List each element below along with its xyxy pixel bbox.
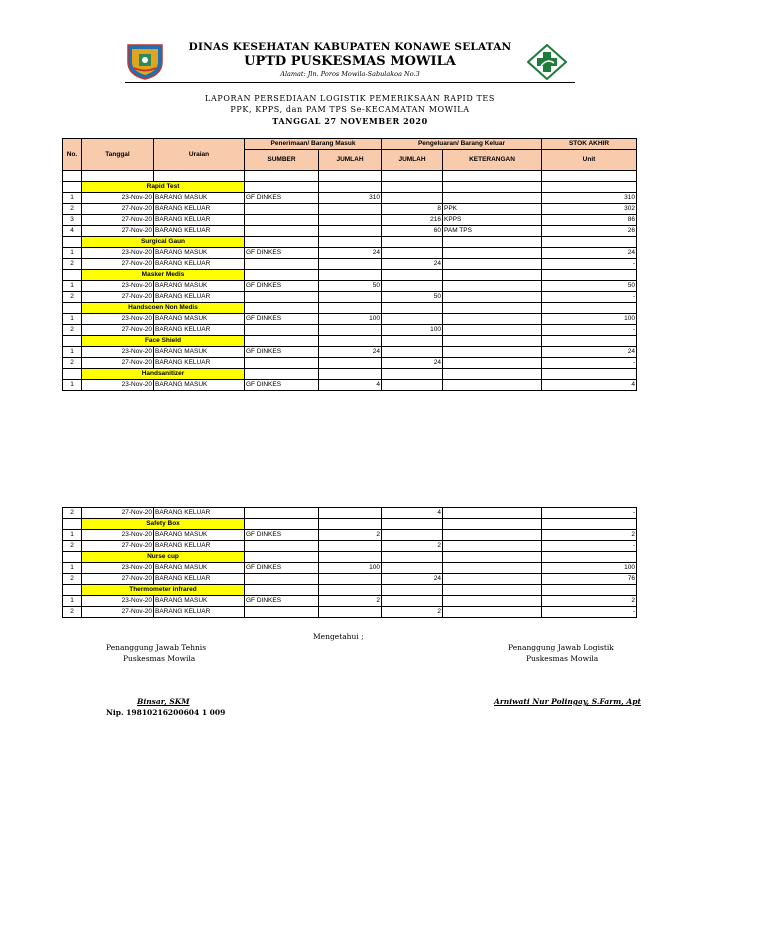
section-row: Safety Box	[63, 519, 637, 530]
row-qty-in	[319, 292, 382, 303]
row-note	[443, 292, 542, 303]
row-no: 1	[63, 530, 82, 541]
row-description: BARANG MASUK	[154, 193, 245, 204]
agency-name: DINAS KESEHATAN KABUPATEN KONAWE SELATAN	[188, 41, 512, 53]
row-qty-out: 24	[382, 358, 443, 369]
row-description: BARANG MASUK	[154, 347, 245, 358]
row-source	[245, 607, 319, 618]
row-qty-in	[319, 508, 382, 519]
table-row	[63, 380, 637, 391]
row-note: PAM TPS	[443, 226, 542, 237]
row-stock: -	[542, 292, 637, 303]
left-signer-name: Binsar, SKM	[137, 697, 190, 706]
row-no: 1	[63, 347, 82, 358]
col-header-no: No.	[63, 139, 82, 171]
section-row: Handscoen Non Medis	[63, 303, 637, 314]
row-description: BARANG MASUK	[154, 248, 245, 259]
table-row	[63, 193, 637, 204]
col-header-tanggal: Tanggal	[82, 139, 154, 171]
row-description: BARANG MASUK	[154, 281, 245, 292]
row-description: BARANG KELUAR	[154, 215, 245, 226]
table-row	[63, 541, 637, 552]
row-qty-out	[382, 380, 443, 391]
left-signer-org: Puskesmas Mowila	[123, 654, 196, 663]
row-stock: 24	[542, 347, 637, 358]
row-qty-in	[319, 541, 382, 552]
row-source: GF DINKES	[245, 281, 319, 292]
row-date: 23-Nov-20	[82, 193, 154, 204]
row-note	[443, 281, 542, 292]
row-stock: 100	[542, 563, 637, 574]
report-title-line1: LAPORAN PERSEDIAAN LOGISTIK PEMERIKSAAN RAPID TES	[205, 94, 495, 103]
row-note	[443, 563, 542, 574]
row-date: 27-Nov-20	[82, 607, 154, 618]
row-source: GF DINKES	[245, 193, 319, 204]
row-description: BARANG KELUAR	[154, 259, 245, 270]
right-signer-name: Arniwati Nur Polingay, S.Farm, Apt	[494, 697, 641, 706]
table-row	[63, 259, 637, 270]
row-source	[245, 508, 319, 519]
table-row	[63, 508, 637, 519]
row-note	[443, 574, 542, 585]
row-description: BARANG MASUK	[154, 314, 245, 325]
table-row	[63, 248, 637, 259]
row-source: GF DINKES	[245, 596, 319, 607]
row-source	[245, 292, 319, 303]
row-no: 2	[63, 325, 82, 336]
row-qty-out	[382, 193, 443, 204]
row-source: GF DINKES	[245, 380, 319, 391]
row-description: BARANG KELUAR	[154, 204, 245, 215]
row-no: 2	[63, 574, 82, 585]
row-date: 27-Nov-20	[82, 574, 154, 585]
row-qty-in: 100	[319, 563, 382, 574]
row-stock: 50	[542, 281, 637, 292]
row-qty-out: 216	[382, 215, 443, 226]
row-qty-in	[319, 215, 382, 226]
inventory-table-continued	[62, 507, 637, 618]
row-source: GF DINKES	[245, 347, 319, 358]
row-date: 27-Nov-20	[82, 325, 154, 336]
table-row	[63, 215, 637, 226]
row-stock: 310	[542, 193, 637, 204]
row-stock: 24	[542, 248, 637, 259]
row-note	[443, 325, 542, 336]
col-header-sumber: SUMBER	[245, 150, 319, 171]
address: Alamat: Jln. Poros Mowila-Sabulakoa No.3	[280, 70, 420, 78]
row-source	[245, 574, 319, 585]
row-source: GF DINKES	[245, 248, 319, 259]
row-no: 1	[63, 248, 82, 259]
row-no: 2	[63, 541, 82, 552]
col-header-pengeluaran: Pengeluaran/ Barang Keluar	[382, 139, 542, 150]
section-row: Thermometer infrared	[63, 585, 637, 596]
row-source: GF DINKES	[245, 314, 319, 325]
row-stock: -	[542, 508, 637, 519]
section-row: Rapid Test	[63, 182, 637, 193]
row-no: 4	[63, 226, 82, 237]
row-note	[443, 358, 542, 369]
row-qty-out: 50	[382, 292, 443, 303]
row-note	[443, 259, 542, 270]
row-stock: -	[542, 259, 637, 270]
row-stock: -	[542, 358, 637, 369]
row-qty-out: 60	[382, 226, 443, 237]
row-note	[443, 347, 542, 358]
row-qty-out: 8	[382, 204, 443, 215]
row-note: PPK	[443, 204, 542, 215]
regency-emblem-icon	[124, 42, 166, 80]
row-qty-in: 2	[319, 530, 382, 541]
row-stock: 86	[542, 215, 637, 226]
section-row: Nurse cup	[63, 552, 637, 563]
row-description: BARANG MASUK	[154, 380, 245, 391]
row-qty-out: 24	[382, 259, 443, 270]
row-description: BARANG KELUAR	[154, 607, 245, 618]
row-qty-in	[319, 574, 382, 585]
row-qty-in	[319, 325, 382, 336]
row-note	[443, 248, 542, 259]
row-description: BARANG KELUAR	[154, 541, 245, 552]
table-row	[63, 596, 637, 607]
table-row	[63, 607, 637, 618]
row-qty-out: 2	[382, 541, 443, 552]
row-no: 1	[63, 596, 82, 607]
col-header-jumlah-out: JUMLAH	[382, 150, 443, 171]
row-source	[245, 204, 319, 215]
row-date: 23-Nov-20	[82, 248, 154, 259]
right-signer-org: Puskesmas Mowila	[526, 654, 599, 663]
row-no: 2	[63, 358, 82, 369]
left-signer-nip: Nip. 19810216200604 1 009	[106, 708, 226, 717]
row-source	[245, 358, 319, 369]
col-header-jumlah-in: JUMLAH	[319, 150, 382, 171]
col-header-penerimaan: Penerimaan/ Barang Masuk	[245, 139, 382, 150]
header-divider	[125, 82, 575, 83]
row-description: BARANG KELUAR	[154, 226, 245, 237]
row-stock: 100	[542, 314, 637, 325]
row-date: 23-Nov-20	[82, 530, 154, 541]
row-note	[443, 314, 542, 325]
table-row	[63, 292, 637, 303]
row-stock: 2	[542, 596, 637, 607]
row-date: 27-Nov-20	[82, 226, 154, 237]
row-qty-out	[382, 563, 443, 574]
row-note	[443, 530, 542, 541]
left-signer-role: Penanggung Jawab Tehnis	[106, 643, 207, 652]
row-qty-in: 4	[319, 380, 382, 391]
row-qty-out	[382, 248, 443, 259]
row-note	[443, 508, 542, 519]
row-description: BARANG MASUK	[154, 596, 245, 607]
row-qty-in: 50	[319, 281, 382, 292]
row-qty-in	[319, 226, 382, 237]
row-stock: -	[542, 607, 637, 618]
row-qty-in	[319, 607, 382, 618]
row-date: 23-Nov-20	[82, 596, 154, 607]
section-row: Handsanitizer	[63, 369, 637, 380]
row-description: BARANG MASUK	[154, 563, 245, 574]
row-source: GF DINKES	[245, 563, 319, 574]
row-qty-out	[382, 347, 443, 358]
row-description: BARANG KELUAR	[154, 325, 245, 336]
row-description: BARANG KELUAR	[154, 574, 245, 585]
row-description: BARANG KELUAR	[154, 508, 245, 519]
table-row	[63, 574, 637, 585]
row-stock: 76	[542, 574, 637, 585]
row-note	[443, 607, 542, 618]
row-qty-in: 310	[319, 193, 382, 204]
row-date: 23-Nov-20	[82, 380, 154, 391]
row-source	[245, 541, 319, 552]
row-qty-out	[382, 530, 443, 541]
table-row	[63, 314, 637, 325]
row-qty-in: 2	[319, 596, 382, 607]
row-no: 1	[63, 380, 82, 391]
row-date: 27-Nov-20	[82, 204, 154, 215]
row-source	[245, 325, 319, 336]
row-qty-in	[319, 204, 382, 215]
row-note	[443, 596, 542, 607]
row-no: 1	[63, 193, 82, 204]
row-no: 1	[63, 281, 82, 292]
row-source	[245, 259, 319, 270]
row-note	[443, 193, 542, 204]
row-source	[245, 226, 319, 237]
row-qty-out: 100	[382, 325, 443, 336]
row-no: 1	[63, 563, 82, 574]
row-qty-out: 2	[382, 607, 443, 618]
table-row	[63, 530, 637, 541]
row-stock: 302	[542, 204, 637, 215]
col-header-unit: Unit	[542, 150, 637, 171]
row-note	[443, 541, 542, 552]
row-source: GF DINKES	[245, 530, 319, 541]
row-date: 27-Nov-20	[82, 541, 154, 552]
row-source	[245, 215, 319, 226]
mengetahui-label: Mengetahui ;	[313, 632, 364, 641]
row-no: 2	[63, 204, 82, 215]
table-row	[63, 226, 637, 237]
table-row	[63, 325, 637, 336]
report-title-line2: PPK, KPPS, dan PAM TPS Se-KECAMATAN MOWILA	[230, 105, 470, 114]
row-description: BARANG KELUAR	[154, 292, 245, 303]
table-row	[63, 563, 637, 574]
right-signer-role: Penanggung Jawab Logistik	[508, 643, 614, 652]
table-row	[63, 347, 637, 358]
row-qty-in: 100	[319, 314, 382, 325]
row-qty-in: 24	[319, 347, 382, 358]
unit-name: UPTD PUSKESMAS MOWILA	[244, 54, 456, 69]
col-header-uraian: Uraian	[154, 139, 245, 171]
table-row	[63, 204, 637, 215]
row-qty-in: 24	[319, 248, 382, 259]
health-cross-logo-icon	[527, 44, 567, 80]
row-qty-out: 24	[382, 574, 443, 585]
row-description: BARANG MASUK	[154, 530, 245, 541]
row-note: KPPS	[443, 215, 542, 226]
row-qty-out	[382, 314, 443, 325]
col-header-stok: STOK AKHIR	[542, 139, 637, 150]
row-note	[443, 380, 542, 391]
row-qty-out: 4	[382, 508, 443, 519]
row-qty-in	[319, 259, 382, 270]
row-stock: -	[542, 325, 637, 336]
row-date: 27-Nov-20	[82, 508, 154, 519]
row-no: 2	[63, 508, 82, 519]
row-stock: 4	[542, 380, 637, 391]
table-row	[63, 358, 637, 369]
row-no: 3	[63, 215, 82, 226]
row-date: 27-Nov-20	[82, 215, 154, 226]
row-no: 2	[63, 259, 82, 270]
report-title-date: TANGGAL 27 NOVEMBER 2020	[272, 116, 428, 126]
row-date: 23-Nov-20	[82, 314, 154, 325]
row-date: 23-Nov-20	[82, 563, 154, 574]
col-header-keterangan: KETERANGAN	[443, 150, 542, 171]
row-description: BARANG KELUAR	[154, 358, 245, 369]
row-date: 23-Nov-20	[82, 347, 154, 358]
row-qty-out	[382, 596, 443, 607]
row-qty-in	[319, 358, 382, 369]
inventory-table	[62, 138, 637, 391]
table-row	[63, 281, 637, 292]
row-date: 27-Nov-20	[82, 358, 154, 369]
row-no: 2	[63, 292, 82, 303]
row-stock: -	[542, 541, 637, 552]
section-row: Surgical Gaun	[63, 237, 637, 248]
row-date: 27-Nov-20	[82, 292, 154, 303]
row-stock: 2	[542, 530, 637, 541]
section-row: Masker Medis	[63, 270, 637, 281]
row-no: 2	[63, 607, 82, 618]
row-no: 1	[63, 314, 82, 325]
row-date: 23-Nov-20	[82, 281, 154, 292]
section-row: Face Shield	[63, 336, 637, 347]
row-date: 27-Nov-20	[82, 259, 154, 270]
row-qty-out	[382, 281, 443, 292]
row-stock: 26	[542, 226, 637, 237]
